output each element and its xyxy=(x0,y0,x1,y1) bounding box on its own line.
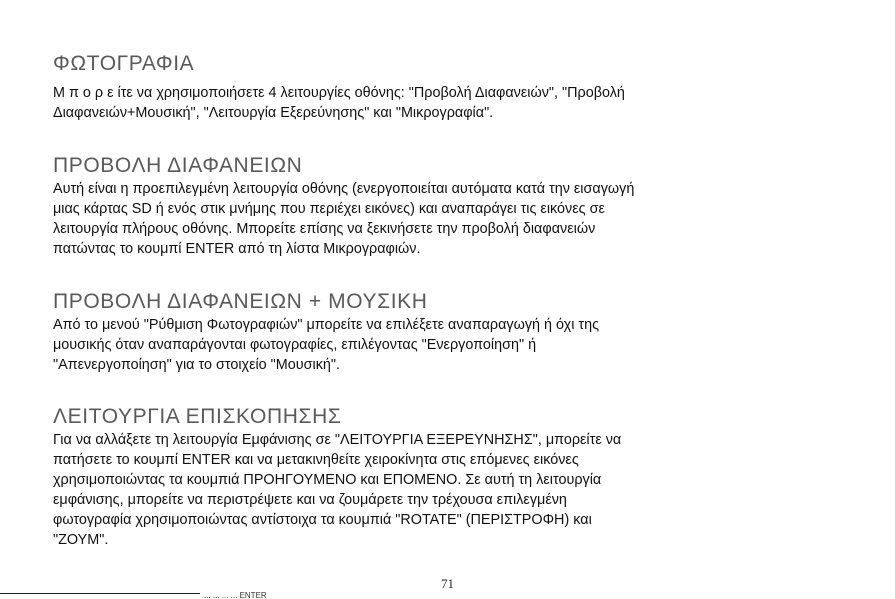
section-slideshow-music xyxy=(53,290,853,375)
section-heading: ΠΡΟΒΟΛΗ ΔΙΑΦΑΝΕΙΩΝ + ΜΟΥΣΙΚΗ xyxy=(53,290,428,313)
section-browse-mode xyxy=(53,405,853,550)
paragraph-line: μουσικής όταν αναπαράγονται φωτογραφίες, επιλέγοντας "Ενεργοποίηση" ή xyxy=(53,337,537,353)
section-slideshow xyxy=(53,154,853,259)
section-paragraph xyxy=(53,83,853,123)
paragraph-line: λειτουργία πλήρους οθόνης. Μπορείτε επίσης να ξεκινήσετε την προβολή διαφανειών xyxy=(53,221,596,237)
paragraph-line: Μ π ο ρ ε ίτε να χρησιμοποιήσετε 4 λειτουργίες οθόνης: "Προβολή Διαφανειών", "Προβολή xyxy=(53,85,625,101)
paragraph-line: φωτογραφία χρησιμοποιώντας αντίστοιχα τα κουμπιά "ROTATE" (ΠΕΡΙΣΤΡΟΦΗ) και xyxy=(53,512,592,528)
paragraph-line: εμφάνισης, μπορείτε να περιστρέψετε και να ζουμάρετε την τρέχουσα επιλεγμένη xyxy=(53,492,567,508)
footer-fragment: ... ... ... ... ENTER xyxy=(204,592,267,599)
paragraph-line: πατώντας το κουμπί ENTER από τη λίστα Μικρογραφιών. xyxy=(53,241,421,257)
paragraph-line: μιας κάρτας SD ή ενός στικ μνήμης που περιέχει εικόνες) και αναπαράγει τις εικόνες σε xyxy=(53,201,605,217)
page-number: 71 xyxy=(441,576,454,591)
paragraph-line: "Απενεργοποίηση" για το στοιχείο "Μουσική". xyxy=(53,357,341,373)
section-paragraph xyxy=(53,430,853,550)
section-paragraph xyxy=(53,179,853,259)
paragraph-line: Για να αλλάξετε τη λειτουργία Εμφάνισης σε "ΛΕΙΤΟΥΡΓΙΑ ΕΞΕΡΕΥΝΗΣΗΣ", μπορείτε να xyxy=(53,432,622,448)
paragraph-line: Αυτή είναι η προεπιλεγμένη λειτουργία οθόνης (ενεργοποιείται αυτόματα κατά την εισαγωγή xyxy=(53,181,635,197)
section-photo xyxy=(53,52,853,123)
section-heading: ΛΕΙΤΟΥΡΓΙΑ ΕΠΙΣΚΟΠΗΣΗΣ xyxy=(53,405,342,428)
section-paragraph xyxy=(53,315,853,375)
section-heading: ΦΩΤΟΓΡΑΦΙΑ xyxy=(53,52,195,75)
section-heading: ΠΡΟΒΟΛΗ ΔΙΑΦΑΝΕΙΩΝ xyxy=(53,154,303,177)
paragraph-line: Από το μενού "Ρύθμιση Φωτογραφιών" μπορείτε να επιλέξετε αναπαραγωγή ή όχι της xyxy=(53,317,600,333)
paragraph-line: πατήσετε το κουμπί ENTER και να μετακινηθείτε χειροκίνητα στις επόμενες εικόνες xyxy=(53,452,579,468)
paragraph-line: Διαφανειών+Μουσική", "Λειτουργία Εξερεύνησης" και "Μικρογραφία". xyxy=(53,105,494,121)
paragraph-line: "ΖΟΥΜ". xyxy=(53,532,109,548)
footer-rule xyxy=(0,593,200,594)
paragraph-line: χρησιμοποιώντας τα κουμπιά ΠΡΟΗΓΟΥΜΕΝΟ και ΕΠΟΜΕΝΟ. Σε αυτή τη λειτουργία xyxy=(53,472,602,488)
